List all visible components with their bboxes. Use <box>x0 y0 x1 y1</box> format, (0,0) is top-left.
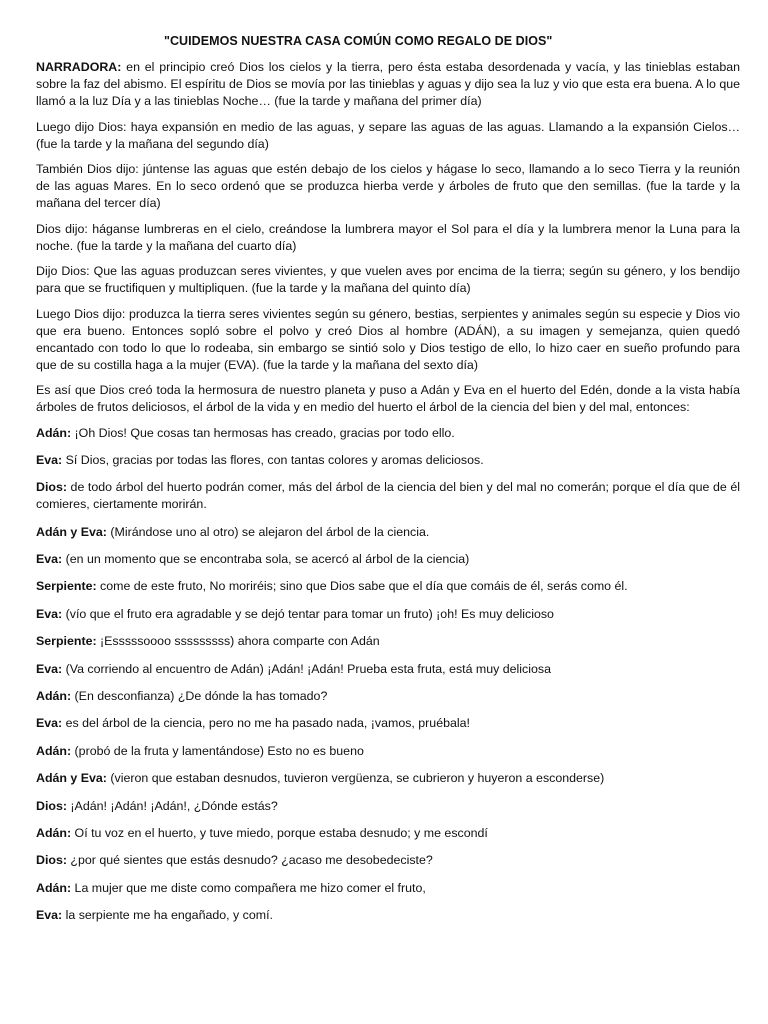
dialogue-line <box>36 633 740 650</box>
speaker-label: Eva: <box>36 606 63 621</box>
dialogue-text: de todo árbol del huerto podrán comer, más del árbol de la ciencia del bien y del mal no comerán; porque el día que de él comieres, ciertamente morirán. <box>36 480 740 512</box>
dialogue-line <box>36 606 740 623</box>
narration-paragraph <box>36 59 740 110</box>
dialogue-text: ¡Adán! ¡Adán! ¡Adán!, ¿Dónde estás? <box>66 798 278 813</box>
dialogue-text: (vío que el fruto era agradable y se dejó tentar para tomar un fruto) ¡oh! Es muy delicioso <box>62 606 554 621</box>
paragraph-text: Luego dijo Dios: haya expansión en medio de las aguas, y separe las aguas de las aguas. Llamando a la expansión Cielos… (fue la tarde y la mañana del segundo día) <box>36 119 740 151</box>
dialogue-text: Oí tu voz en el huerto, y tuve miedo, porque estaba desnudo; y me escondí <box>71 825 488 840</box>
dialogue-text: come de este fruto, No moriréis; sino que Dios sabe que el día que comáis de él, serás como él. <box>96 579 628 594</box>
narration-paragraph <box>36 161 740 212</box>
paragraph-text: Dijo Dios: Que las aguas produzcan seres vivientes, y que vuelen aves por encima de la tierra; según su género, y los bendijo para que se fructifiquen y multipliquen. (fue la tarde y la mañana del quinto día) <box>36 264 740 295</box>
dialogue-text: (vieron que estaban desnudos, tuvieron vergüenza, se cubrieron y huyeron a esconderse) <box>106 771 605 786</box>
speaker-label: Adán: <box>36 880 72 895</box>
speaker-label: Serpiente: <box>36 579 97 594</box>
dialogue-text: Sí Dios, gracias por todas las flores, con tantas colores y aromas deliciosos. <box>62 452 484 467</box>
speaker-label: Adán y Eva: <box>36 524 107 539</box>
dialogue-line <box>36 425 740 442</box>
dialogue-text: (En desconfianza) ¿De dónde la has tomado? <box>71 689 328 704</box>
dialogue-text: (probó de la fruta y lamentándose) Esto no es bueno <box>71 743 364 758</box>
document-title: "CUIDEMOS NUESTRA CASA COMÚN COMO REGALO DE DIOS" <box>164 34 553 48</box>
narration-paragraph <box>36 263 740 297</box>
dialogue-line <box>36 852 740 869</box>
dialogue-line <box>36 524 740 541</box>
paragraph-text: Dios dijo: háganse lumbreras en el cielo, creándose la lumbrera mayor el Sol para el día y la lumbrera menor la Luna para la noche. (fue la tarde y la mañana del cuarto día) <box>36 221 740 253</box>
paragraph-text: Luego Dios dijo: produzca la tierra seres vivientes según su género, bestias, serpientes y animales según su especie y Dios vio que era bueno. Entonces sopló sobre el polvo y creó Dios al hombre (ADÁN), a su imagen y semejanza, quien quedó encantado con todo lo que lo rodeaba, sin embargo se sintió solo y Dios testigo de ello, lo hizo caer en sueño profundo para que de su costilla haga a la mujer (EVA). (fue la tarde y la mañana del sexto día) <box>36 306 740 372</box>
paragraph-text: También Dios dijo: júntense las aguas que estén debajo de los cielos y hágase lo seco, llamando a lo seco Tierra y la reunión de las aguas Mares. En lo seco ordenó que se produzca hierba verde y árboles de fruto que den semillas. (fue la tarde y la mañana del tercer día) <box>36 162 740 210</box>
dialogue-text: (Va corriendo al encuentro de Adán) ¡Adán! ¡Adán! Prueba esta fruta, está muy deliciosa <box>62 661 551 676</box>
dialogue-text: ¡Esssssoooo sssssssss) ahora comparte con Adán <box>96 634 380 649</box>
dialogue-line <box>36 578 740 595</box>
speaker-label: Adán: <box>36 689 72 704</box>
narration-paragraph <box>36 221 740 255</box>
speaker-label: Adán: <box>36 425 72 440</box>
dialogue-text: La mujer que me diste como compañera me hizo comer el fruto, <box>71 880 426 895</box>
speaker-label: Eva: <box>36 716 63 731</box>
dialogue-text: es del árbol de la ciencia, pero no me ha pasado nada, ¡vamos, pruébala! <box>62 716 470 731</box>
dialogue-line <box>36 479 740 513</box>
speaker-label: Eva: <box>36 908 63 923</box>
speaker-label: Adán y Eva: <box>36 771 107 786</box>
dialogue-line <box>36 715 740 732</box>
dialogue-text: (Mirándose uno al otro) se alejaron del árbol de la ciencia. <box>106 524 430 539</box>
dialogue-text: ¿por qué sientes que estás desnudo? ¿acaso me desobedeciste? <box>66 853 433 868</box>
speaker-label: Adán: <box>36 743 72 758</box>
dialogue-line <box>36 551 740 568</box>
dialogue-line <box>36 907 740 924</box>
speaker-label: Dios: <box>36 853 67 868</box>
paragraph-text: en el principio creó Dios los cielos y la tierra, pero ésta estaba desordenada y vacía, y las tinieblas estaban sobre la faz del abismo. El espíritu de Dios se movía por las tinieblas y aguas y dijo sea la luz y vio que esta era buena. A lo que llamó a la luz Día y a las tinieblas Noche… (fue la tarde y mañana del primer día) <box>36 60 740 108</box>
dialogue-line <box>36 825 740 842</box>
speaker-label: Eva: <box>36 661 63 676</box>
narration-paragraph <box>36 119 740 153</box>
speaker-label: NARRADORA: <box>36 60 122 74</box>
dialogue-line <box>36 452 740 469</box>
speaker-label: Serpiente: <box>36 634 97 649</box>
paragraph-text: Es así que Dios creó toda la hermosura de nuestro planeta y puso a Adán y Eva en el huerto del Edén, donde a la vista había árboles de frutos deliciosos, el árbol de la vida y en medio del huerto el árbol de la ciencia del bien y del mal, entonces: <box>36 383 740 414</box>
dialogue-text: (en un momento que se encontraba sola, se acercó al árbol de la ciencia) <box>62 552 470 567</box>
speaker-label: Eva: <box>36 452 63 467</box>
speaker-label: Eva: <box>36 552 63 567</box>
dialogue-text: ¡Oh Dios! Que cosas tan hermosas has creado, gracias por todo ello. <box>71 425 455 440</box>
speaker-label: Dios: <box>36 798 67 813</box>
dialogue-line <box>36 688 740 705</box>
narration-paragraph <box>36 382 740 416</box>
dialogue-line <box>36 798 740 815</box>
speaker-label: Dios: <box>36 480 67 495</box>
dialogue-line <box>36 880 740 897</box>
dialogue-text: la serpiente me ha engañado, y comí. <box>62 908 273 923</box>
dialogue-line <box>36 743 740 760</box>
dialogue-line <box>36 770 740 787</box>
speaker-label: Adán: <box>36 825 72 840</box>
dialogue-line <box>36 661 740 678</box>
narration-paragraph <box>36 306 740 374</box>
